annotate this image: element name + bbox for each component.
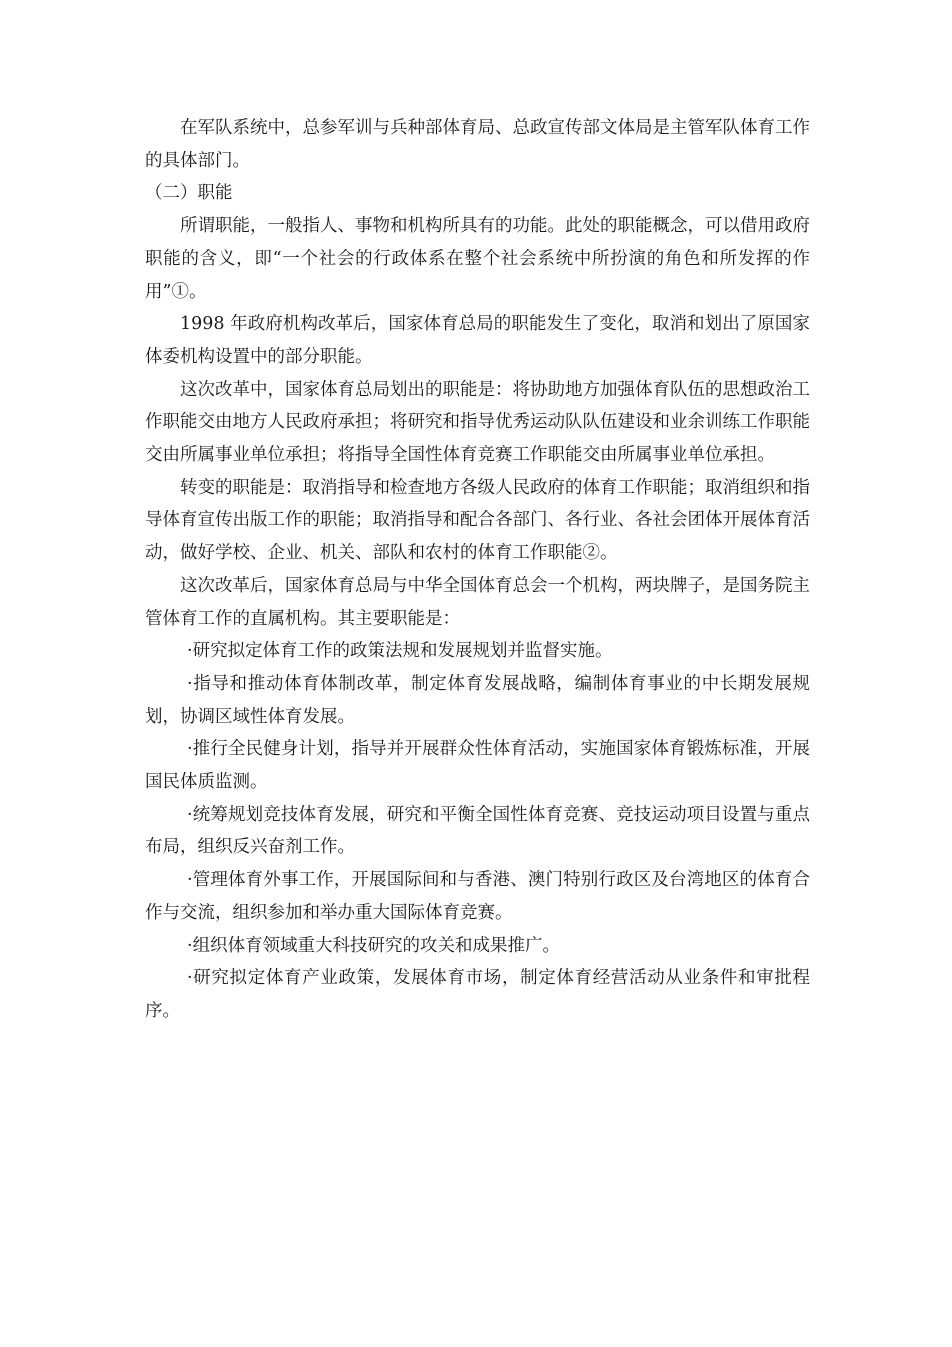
bullet-item: ·组织体育领域重大科技研究的攻关和成果推广。 — [187, 935, 561, 956]
bullet-item: ·管理体育外事工作，开展国际间和与香港、澳门特别行政区及台湾地区的体育合作与交流，组织参加和举办重大国际体育竞赛。 — [145, 870, 810, 923]
paragraph-military-departments: 在军队系统中，总参军训与兵种部体育局、总政宣传部文体局是主管军队体育工作的具体部门。 — [145, 118, 810, 171]
bullet-item: ·指导和推动体育体制改革，制定体育发展战略，编制体育事业的中长期发展规划，协调区域性体育发展。 — [145, 673, 810, 727]
bullet-item: ·统筹规划竞技体育发展，研究和平衡全国性体育竞赛、竞技运动项目设置与重点布局，组织反兴奋剂工作。 — [145, 804, 810, 858]
document-body — [145, 112, 810, 1028]
bullet-item: ·研究拟定体育工作的政策法规和发展规划并监督实施。 — [187, 641, 613, 662]
bullet-item: ·推行全民健身计划，指导并开展群众性体育活动，实施国家体育锻炼标准，开展国民体质监测。 — [145, 739, 810, 793]
section-heading-functions: （二）职能 — [145, 183, 233, 204]
paragraph-1998-reform: 1998 年政府机构改革后，国家体育总局的职能发生了变化，取消和划出了原国家体委机构设置中的部分职能。 — [145, 314, 810, 367]
paragraph-changed-functions: 转变的职能是：取消指导和检查地方各级人民政府的体育工作职能；取消组织和指导体育宣传出版工作的职能；取消指导和配合各部门、各行业、各社会团体开展体育活动，做好学校、企业、机关、部队和农村的体育工作职能②。 — [145, 477, 810, 564]
paragraph-main-functions-intro: 这次改革后，国家体育总局与中华全国体育总会一个机构，两块牌子，是国务院主管体育工作的直属机构。其主要职能是： — [145, 575, 810, 629]
bullet-item: ·研究拟定体育产业政策，发展体育市场，制定体育经营活动从业条件和审批程序。 — [145, 968, 810, 1021]
paragraph-transferred-functions: 这次改革中，国家体育总局划出的职能是：将协助地方加强体育队伍的思想政治工作职能交由地方人民政府承担；将研究和指导优秀运动队队伍建设和业余训练工作职能交由所属事业单位承担；将指导全国性体育竞赛工作职能交由所属事业单位承担。 — [145, 379, 810, 466]
paragraph-function-definition: 所谓职能，一般指人、事物和机构所具有的功能。此处的职能概念，可以借用政府职能的含义，即“一个社会的行政体系在整个社会系统中所扮演的角色和所发挥的作用”①。 — [145, 216, 810, 302]
